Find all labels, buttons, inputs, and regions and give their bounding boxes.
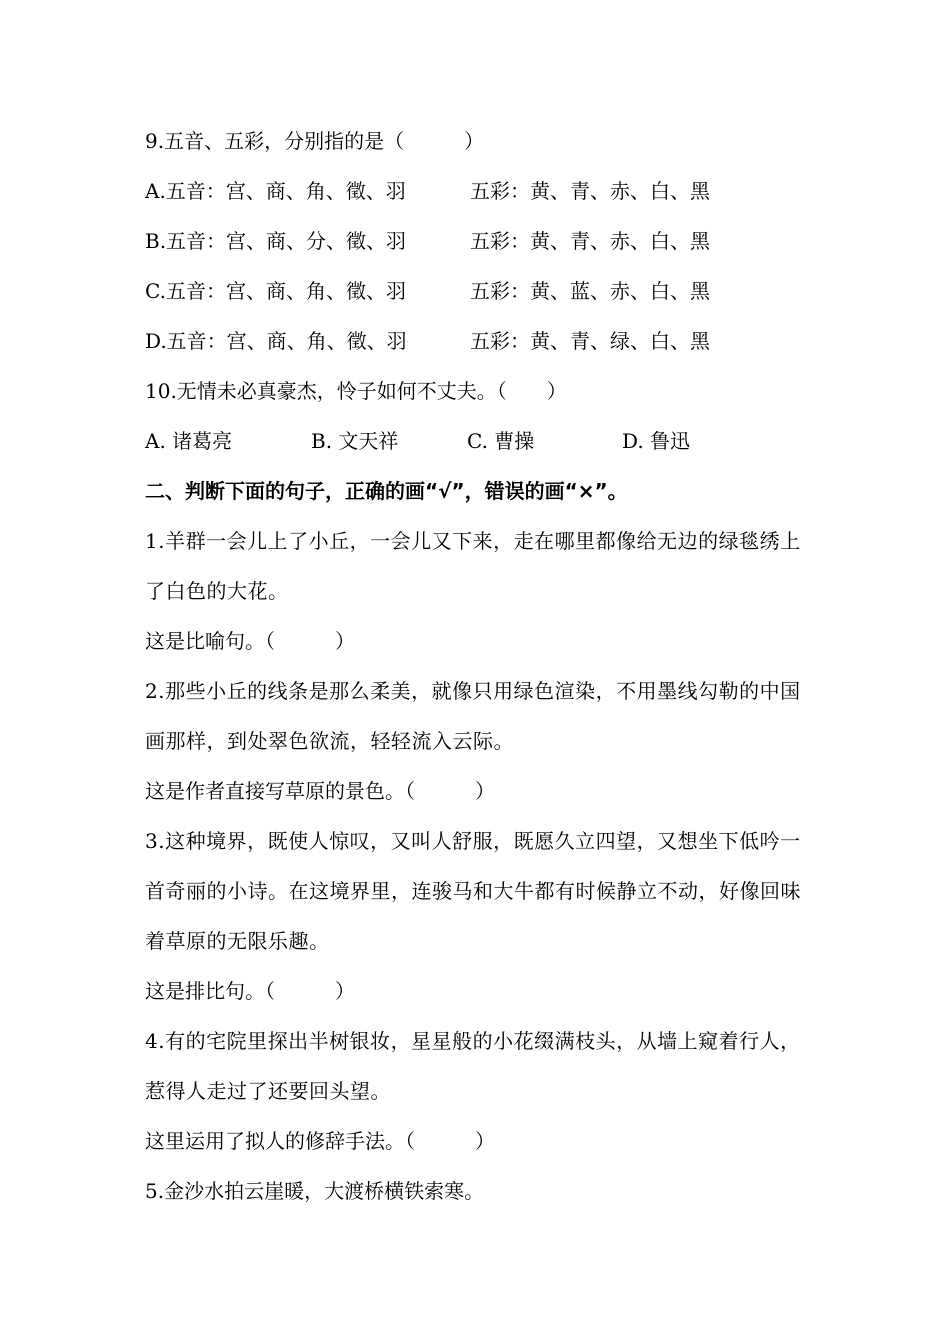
judgement-2-prompt[interactable]: 这是作者直接写草原的景色。（ ） (145, 779, 495, 803)
question-10-choice-b[interactable]: B. 文天祥 (311, 429, 399, 453)
option-five-colors: 五彩：黄、蓝、赤、白、黑 (470, 279, 710, 303)
question-10-choices (145, 416, 805, 466)
question-9-option-b[interactable] (145, 216, 805, 266)
option-five-tones: B.五音：宫、商、分、徵、羽 (145, 229, 407, 253)
worksheet-page (145, 116, 805, 1216)
judgement-2-text: 2.那些小丘的线条是那么柔美，就像只用绿色渲染，不用墨线勾勒的中国画那样，到处翠色欲流，轻轻流入云际。 (145, 679, 801, 753)
option-five-tones: C.五音：宫、商、角、徵、羽 (145, 279, 406, 303)
question-10-choice-a[interactable]: A. 诸葛亮 (145, 429, 233, 453)
option-five-tones: D.五音：宫、商、角、徵、羽 (145, 329, 407, 353)
question-10-stem: 10.无情未必真豪杰，怜子如何不丈夫。（ ） (145, 379, 567, 403)
question-10-choice-d[interactable]: D. 鲁迅 (622, 429, 691, 453)
question-9-stem: 9.五音、五彩，分别指的是（ ） (145, 129, 485, 153)
judgement-3-text: 3.这种境界，既使人惊叹，又叫人舒服，既愿久立四望，又想坐下低吟一首奇丽的小诗。在这境界里，连骏马和大牛都有时候静立不动，好像回味着草原的无限乐趣。 (145, 829, 801, 953)
judgement-3-prompt[interactable]: 这是排比句。（ ） (145, 979, 355, 1003)
section-2-heading: 二、判断下面的句子，正确的画“√”，错误的画“×”。 (145, 479, 628, 503)
question-10-choice-c[interactable]: C. 曹操 (467, 429, 535, 453)
judgement-4-prompt[interactable]: 这里运用了拟人的修辞手法。（ ） (145, 1129, 495, 1153)
option-five-colors: 五彩：黄、青、赤、白、黑 (470, 179, 710, 203)
option-five-colors: 五彩：黄、青、绿、白、黑 (470, 329, 710, 353)
option-five-tones: A.五音：宫、商、角、徵、羽 (145, 179, 406, 203)
judgement-1-prompt[interactable]: 这是比喻句。（ ） (145, 629, 355, 653)
judgement-4-text: 4.有的宅院里探出半树银妆，星星般的小花缀满枝头，从墙上窥着行人，惹得人走过了还要回头望。 (145, 1029, 801, 1103)
option-five-colors: 五彩：黄、青、赤、白、黑 (470, 229, 710, 253)
question-9-option-c[interactable] (145, 266, 805, 316)
judgement-1-text: 1.羊群一会儿上了小丘，一会儿又下来，走在哪里都像给无边的绿毯绣上了白色的大花。 (145, 529, 801, 603)
question-9-option-d[interactable] (145, 316, 805, 366)
question-9-option-a[interactable] (145, 166, 805, 216)
judgement-5-text: 5.金沙水拍云崖暖，大渡桥横铁索寒。 (145, 1179, 485, 1203)
